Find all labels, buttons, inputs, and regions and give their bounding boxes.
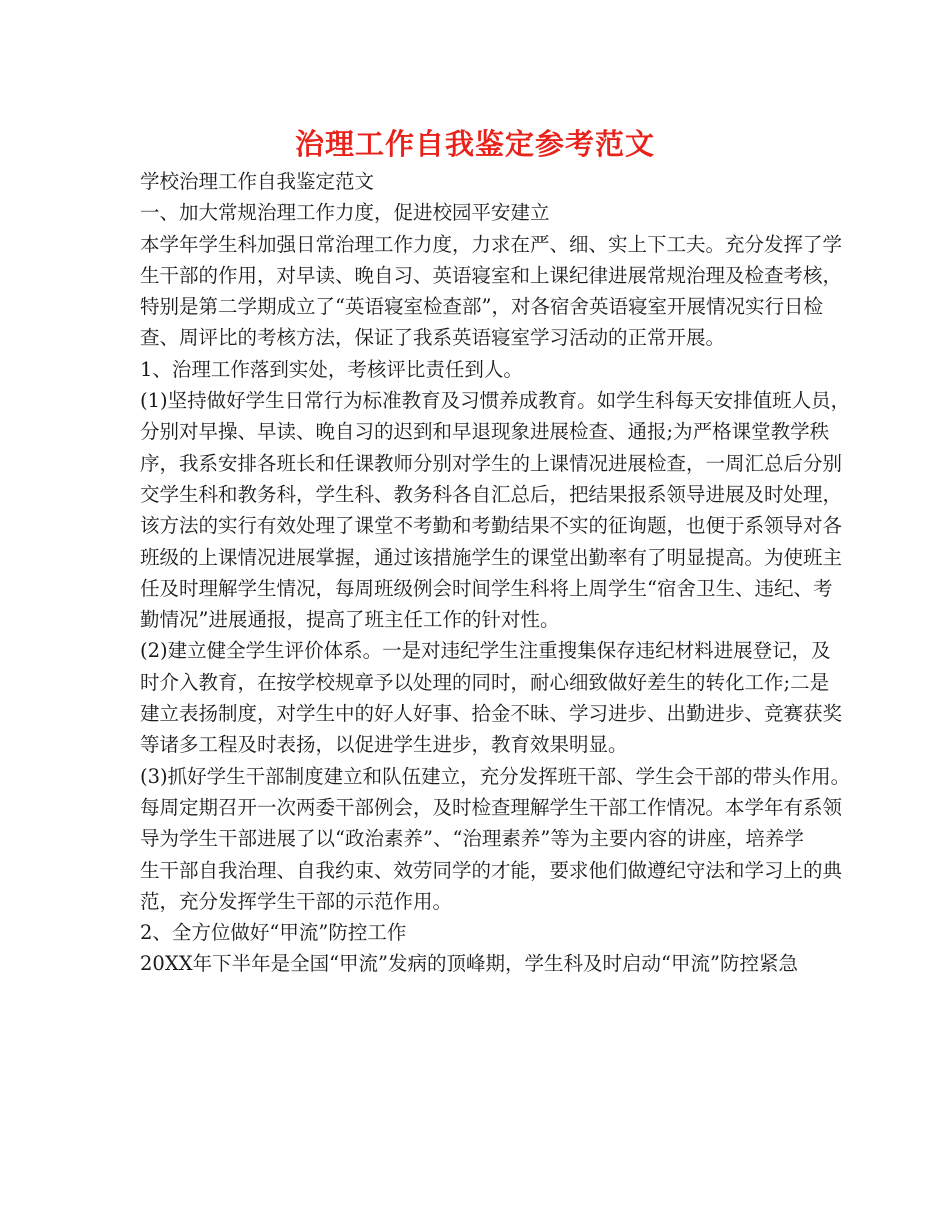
body-line: 班级的上课情况进展掌握，通过该措施学生的课堂出勤率有了明显提高。为使班主 [140, 545, 843, 569]
body-line: 查、周评比的考核方法，保证了我系英语寝室学习活动的正常开展。 [140, 326, 726, 350]
body-line: 本学年学生科加强日常治理工作力度，力求在严、细、实上下工夫。充分发挥了学 [140, 232, 843, 256]
body-line: 任及时理解学生情况，每周班级例会时间学生科将上周学生“宿舍卫生、违纪、考 [140, 576, 833, 600]
body-line: 每周定期召开一次两委干部例会，及时检查理解学生干部工作情况。本学年有系领 [140, 795, 843, 819]
body-line: 等诸多工程及时表扬，以促进学生进步，教育效果明显。 [140, 733, 628, 757]
body-line: 一、加大常规治理工作力度，促进校园平安建立 [140, 201, 550, 225]
document-title: 治理工作自我鉴定参考范文 [294, 127, 655, 161]
body-line: 学校治理工作自我鉴定范文 [140, 170, 375, 193]
body-line: 导为学生干部进展了以“政治素养”、“治理素养”等为主要内容的讲座，培养学 [140, 827, 804, 851]
body-line: (1)坚持做好学生日常行为标准教育及习惯养成教育。如学生科每天安排值班人员， [140, 389, 851, 413]
body-line: 范，充分发挥学生干部的示范作用。 [140, 889, 453, 913]
body-line: 特别是第二学期成立了“英语寝室检查部”，对各宿舍英语寝室开展情况实行日检 [140, 295, 823, 319]
body-line: 该方法的实行有效处理了课堂不考勤和考勤结果不实的征询题，也便于系领导对各 [140, 514, 843, 538]
body-line: 生干部的作用，对早读、晚自习、英语寝室和上课纪律进展常规治理及检查考核， [140, 263, 843, 287]
body-line: 分别对早操、早读、晚自习的迟到和早退现象进展检查、通报;为严格课堂教学秩 [140, 420, 830, 444]
body-line: 交学生科和教务科，学生科、教务科各自汇总后，把结果报系领导进展及时处理， [140, 482, 843, 506]
body-line: 生干部自我治理、自我约束、效劳同学的才能，要求他们做遵纪守法和学习上的典 [140, 858, 843, 882]
body-line: 序，我系安排各班长和任课教师分别对学生的上课情况进展检查，一周汇总后分别 [140, 451, 843, 475]
body-line: 1、治理工作落到实处，考核评比责任到人。 [140, 357, 523, 381]
body-line: 20XX年下半年是全国“甲流”发病的顶峰期，学生科及时启动“甲流”防控紧急 [140, 952, 798, 976]
body-line: 建立表扬制度，对学生中的好人好事、拾金不昧、学习进步、出勤进步、竞赛获奖 [140, 702, 843, 726]
body-line: 勤情况”进展通报，提高了班主任工作的针对性。 [140, 608, 560, 632]
body-line: (2)建立健全学生评价体系。一是对违纪学生注重搜集保存违纪材料进展登记，及 [140, 639, 831, 663]
body-line: (3)抓好学生干部制度建立和队伍建立，充分发挥班干部、学生会干部的带头作用。 [140, 764, 851, 788]
document-body [140, 166, 851, 980]
body-line: 2、全方位做好“甲流”防控工作 [140, 921, 407, 945]
body-line: 时介入教育，在按学校规章予以处理的同时，耐心细致做好差生的转化工作;二是 [140, 670, 830, 694]
